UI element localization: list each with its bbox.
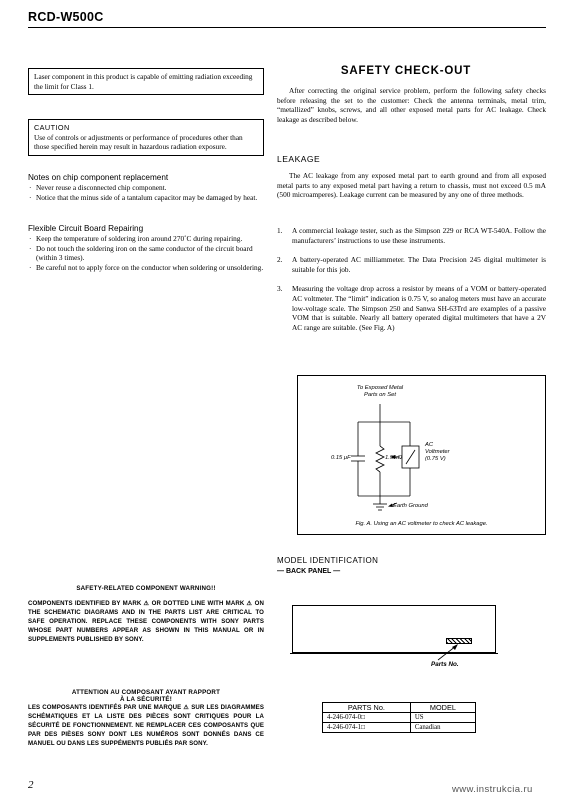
flexible-heading: Flexible Circuit Board Repairing xyxy=(28,224,144,233)
step-number: 2. xyxy=(277,255,283,265)
leakage-intro: The AC leakage from any exposed metal part to earth ground and from all exposed metal parts to any exposed metal part having a return to chassis, must not exceed 0.5 mA (500 microamperes). Leakage current can be measured by any one of three methods. xyxy=(277,171,546,200)
step-text: A commercial leakage tester, such as the Simpson 229 or RCA WT-540A. Follow the manufacturers’ instructions to use these instruments. xyxy=(292,226,546,245)
label-exposed-metal: To Exposed Metal xyxy=(356,385,404,391)
flexible-note-item: · Be careful not to apply force on the conductor when soldering or unsoldering. xyxy=(28,263,268,273)
step-number: 1. xyxy=(277,226,283,235)
chip-note-item: · Never reuse a disconnected chip component. xyxy=(28,183,268,193)
safety-warning-en-title: SAFETY-RELATED COMPONENT WARNING!! xyxy=(76,585,216,592)
label-capacitor: 0.15 μF xyxy=(331,455,351,461)
label-parts-on-set: Parts on Set xyxy=(364,392,396,398)
laser-warning-text: Laser component in this product is capable of emitting radiation exceeding the limit for Class 1. xyxy=(34,72,253,91)
leakage-method-item xyxy=(277,284,546,332)
caution-text: Use of controls or adjustments or performance of procedures other than those specified herein may result in hazardous radiation exposure. xyxy=(34,132,243,151)
flexible-note-item: · Do not touch the soldering iron on the same conductor of the circuit board (within 3 times). xyxy=(28,244,268,263)
table-header-cell: PARTS No. xyxy=(323,703,411,713)
safety-warning-en xyxy=(28,585,264,645)
table-cell: US xyxy=(410,713,475,723)
table-cell: Canadian xyxy=(410,723,475,733)
table-header-row xyxy=(323,703,476,713)
caution-heading: CAUTION xyxy=(34,123,70,132)
flexible-note-item: · Keep the temperature of soldering iron around 270˚C during repairing. xyxy=(28,234,268,244)
table-header-cell: MODEL xyxy=(410,703,475,713)
table-row xyxy=(323,713,476,723)
table-row xyxy=(323,723,476,733)
label-resistor: 1.5 kΩ xyxy=(385,455,402,461)
label-voltmeter: Voltmeter xyxy=(425,449,450,455)
leakage-method-item xyxy=(277,255,546,274)
label-ac: AC xyxy=(425,442,434,448)
leakage-methods-list xyxy=(277,226,546,342)
leakage-heading: LEAKAGE xyxy=(277,154,321,164)
label-earth-ground: Earth Ground xyxy=(393,503,428,509)
caution-box xyxy=(28,119,264,156)
laser-warning-box xyxy=(28,68,264,95)
step-text: Measuring the voltage drop across a resistor by means of a VOM or battery-operated AC voltmeter. The “limit” indication is 0.75 V, so analog meters must have an accurate low-voltage scale. The Simpson 250 and Sanwa SH-63Trd are examples of a passive VOM that is suitable. Nearly all battery operated digital multimeters that have a 2V AC range are suitable. (See Fig. A) xyxy=(292,284,546,332)
chip-notes-heading: Notes on chip component replacement xyxy=(28,173,169,182)
table-cell: 4-246-074-0□ xyxy=(323,713,411,723)
model-identification-heading: MODEL IDENTIFICATION xyxy=(277,556,379,565)
header-rule xyxy=(28,27,546,28)
chip-note-item: · Notice that the minus side of a tantalum capacitor may be damaged by heat. xyxy=(28,193,268,203)
safety-warning-fr xyxy=(28,689,264,749)
model-title: RCD-W500C xyxy=(28,10,104,24)
table-cell: 4-246-074-1□ xyxy=(323,723,411,733)
page-number: 2 xyxy=(28,779,34,791)
step-text: A battery-operated AC milliammeter. The Data Precision 245 digital multimeter is suitable for this job. xyxy=(292,255,546,274)
safety-checkout-title: SAFETY CHECK-OUT xyxy=(340,65,472,77)
figure-a-caption: Fig. A. Using an AC voltmeter to check AC leakage. xyxy=(355,521,488,527)
safety-warning-en-body: COMPONENTS IDENTIFIED BY MARK ⚠ OR DOTTED LINE WITH MARK ⚠ ON THE SCHEMATIC DIAGRAMS AND IN THE PARTS LIST ARE CRITICAL TO SAFE OPERATION. REPLACE THESE COMPONENTS WITH SONY PARTS WHOSE PART NUMBERS APPEAR AS SHOWN IN THIS MANUAL OR IN SUPPLEMENTS PUBLISHED BY SONY. xyxy=(28,600,264,643)
parts-no-pointer-arrow xyxy=(430,642,470,662)
parts-model-table xyxy=(322,702,476,733)
safety-checkout-intro: After correcting the original service problem, perform the following safety checks before releasing the set to the customer: Check the antenna terminals, metal trim, “metallized” knobs, screws, and all other exposed metal parts for AC leakage. Check leakage as described below. xyxy=(277,86,546,124)
parts-no-label: Parts No. xyxy=(431,661,459,668)
safety-warning-fr-body: LES COMPOSANTS IDENTIFÉS PAR UNE MARQUE ⚠ SUR LES DIAGRAMMES SCHÉMATIQUES ET LA LISTE DES PIÈCES SONT CRITIQUES POUR LA SÉCURITÉ DE FONCTIONNEMENT. NE REMPLACER CES COMPOSANTS QUE PAR DES PIÈSES SONY DONT LES NUMÉROS SONT DONNÉS DANS CE MANUEL OU DANS LES SUPPÉMENTS PUBLIÉS PAR SONY. xyxy=(28,704,264,747)
step-number: 3. xyxy=(277,284,283,294)
chip-notes xyxy=(28,173,268,202)
watermark: www.instrukcia.ru xyxy=(452,784,533,795)
label-voltage: (0.75 V) xyxy=(425,456,446,462)
back-panel-subheading: — BACK PANEL — xyxy=(277,568,341,575)
leakage-method-item xyxy=(277,226,546,245)
flexible-circuit-notes xyxy=(28,224,268,272)
safety-warning-fr-title-2: À LA SÉCURITÉ! xyxy=(119,696,173,703)
safety-warning-fr-title: ATTENTION AU COMPOSANT AYANT RAPPORT xyxy=(71,689,221,696)
figure-a-box xyxy=(297,375,546,535)
